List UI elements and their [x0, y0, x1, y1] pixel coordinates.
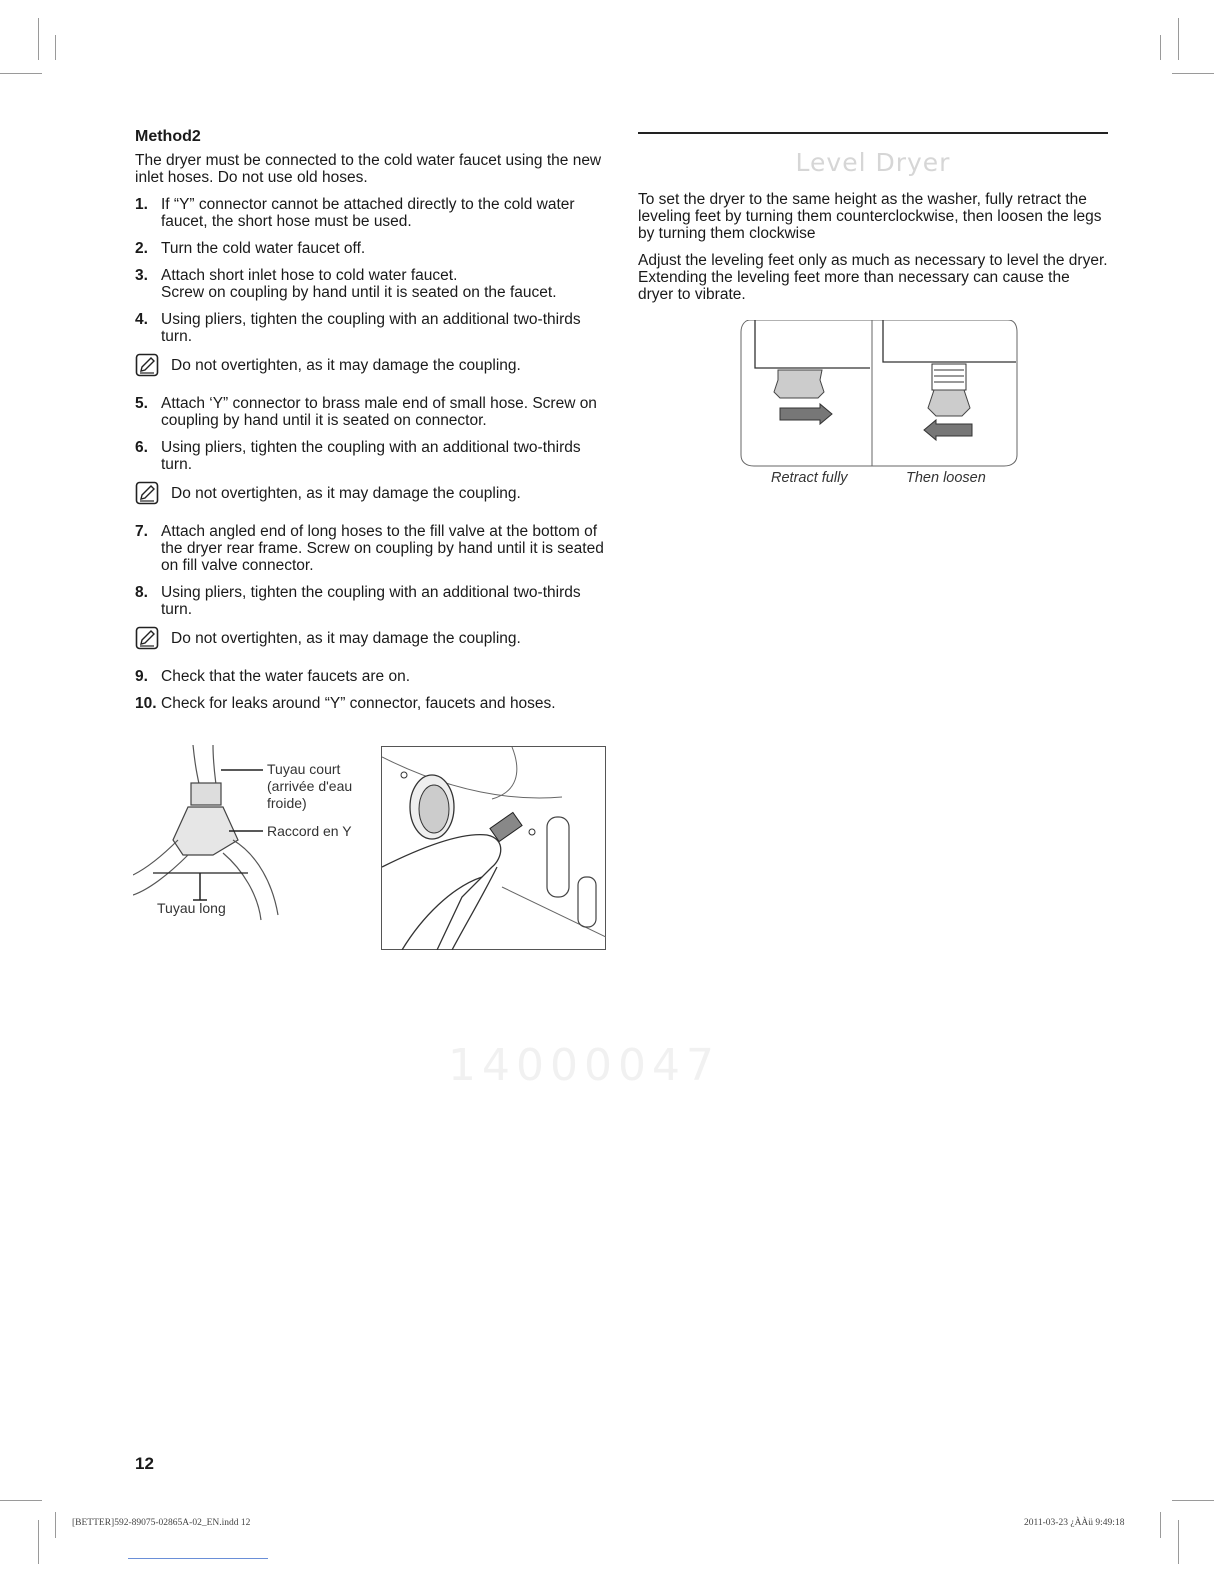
- section-divider: [638, 132, 1108, 134]
- paragraph: To set the dryer to the same height as the washer, fully retract the leveling feet by turning them counterclockwise, then loosen the legs by turning them clockwise: [638, 191, 1102, 242]
- short-hose-label: Tuyau court (arrivée d'eau froide): [267, 761, 353, 811]
- footer-timestamp: 2011-03-23 ¿ÀÀü 9:49:18: [1024, 1518, 1125, 1528]
- leveling-feet-illustration: [740, 320, 1018, 468]
- watermark: 14000047: [448, 1040, 720, 1091]
- list-item: 5. Attach ‘Y” connector to brass male end of small hose. Screw on coupling by hand until it is seated on connector.: [135, 395, 597, 429]
- crop-mark: [38, 1520, 39, 1564]
- leveling-feet-drawing: [740, 320, 1018, 468]
- list-item: 1. If “Y” connector cannot be attached directly to the cold water faucet, the short hose must be used.: [135, 196, 575, 230]
- caption-then-loosen: Then loosen: [906, 470, 986, 486]
- crop-mark: [1178, 1520, 1179, 1564]
- paragraph: Adjust the leveling feet only as much as necessary to level the dryer. Extending the leveling feet more than necessary can cause the dryer to vibrate.: [638, 252, 1108, 303]
- pencil-note-icon: [135, 626, 159, 650]
- step-list-d: [135, 668, 610, 712]
- crop-mark: [0, 73, 42, 74]
- crop-mark: [55, 1512, 56, 1538]
- fill-valve-illustration: [381, 746, 606, 950]
- list-item: 2. Turn the cold water faucet off.: [135, 240, 366, 257]
- section-heading: Method2: [135, 128, 201, 145]
- y-connector-label: Raccord en Y: [267, 823, 352, 839]
- crop-mark: [1172, 1500, 1214, 1501]
- long-hose-label: Tuyau long: [157, 900, 226, 916]
- crop-mark: [1172, 73, 1214, 74]
- list-item: 6. Using pliers, tighten the coupling with an additional two-thirds turn.: [135, 439, 581, 473]
- list-item: 8. Using pliers, tighten the coupling with an additional two-thirds turn.: [135, 584, 581, 618]
- section-title: Level Dryer: [795, 148, 951, 177]
- crop-mark: [0, 1500, 42, 1501]
- list-item: 4. Using pliers, tighten the coupling with an additional two-thirds turn.: [135, 311, 581, 345]
- list-item: 3. Attach short inlet hose to cold water faucet. Screw on coupling by hand until it is seated on the faucet.: [135, 267, 557, 301]
- hand-coupling-drawing: [382, 747, 606, 950]
- right-column: [638, 128, 1108, 313]
- pencil-note-icon: [135, 353, 159, 377]
- step-list-b: [135, 395, 610, 473]
- crop-mark: [38, 18, 39, 60]
- left-column: [135, 128, 610, 722]
- caution-note: Do not overtighten, as it may damage the coupling.: [135, 483, 610, 509]
- caution-note: Do not overtighten, as it may damage the coupling.: [135, 355, 610, 381]
- crop-mark: [1178, 18, 1179, 60]
- bottom-link-line: [128, 1558, 268, 1559]
- step-list-a: [135, 196, 610, 345]
- list-item: 7. Attach angled end of long hoses to the fill valve at the bottom of the dryer rear frame. Screw on coupling by hand until it is seated on fill valve connector.: [135, 523, 604, 574]
- crop-mark: [55, 35, 56, 60]
- y-connector-diagram: [133, 745, 373, 925]
- step-list-c: [135, 523, 610, 618]
- crop-mark: [1160, 35, 1161, 60]
- caption-retract-fully: Retract fully: [771, 470, 848, 486]
- page-number: 12: [135, 1454, 154, 1473]
- list-item: 9. Check that the water faucets are on.: [135, 668, 410, 685]
- intro-paragraph: The dryer must be connected to the cold water faucet using the new inlet hoses. Do not use old hoses.: [135, 152, 602, 186]
- footer-filename: [BETTER]592-89075-02865A-02_EN.indd 12: [72, 1518, 251, 1528]
- caution-note: Do not overtighten, as it may damage the coupling.: [135, 628, 610, 654]
- crop-mark: [1160, 1512, 1161, 1538]
- list-item: 10. Check for leaks around “Y” connector, faucets and hoses.: [135, 695, 556, 712]
- pencil-note-icon: [135, 481, 159, 505]
